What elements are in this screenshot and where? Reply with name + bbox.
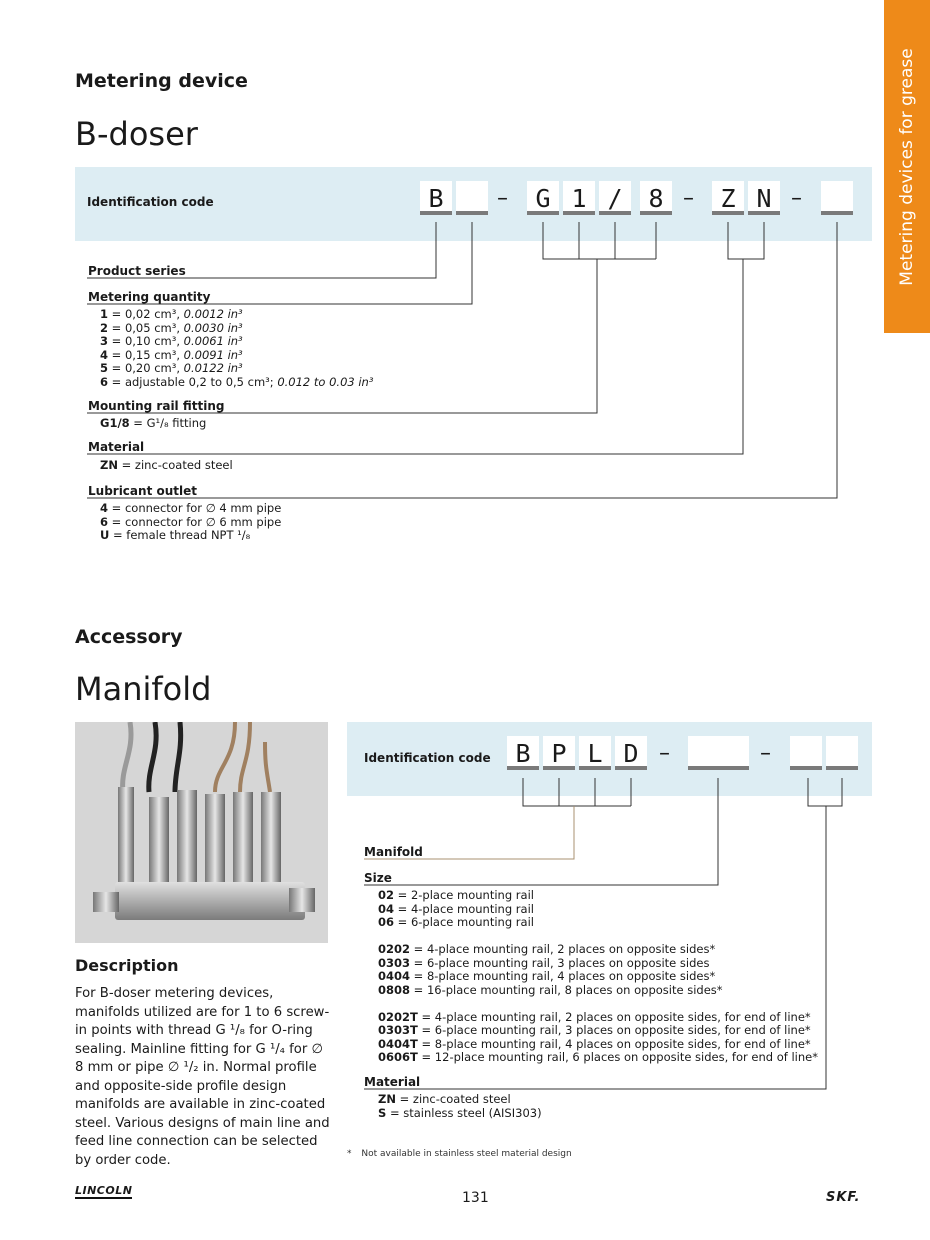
option-line: 0202T = 4-place mounting rail, 2 places on opposite sides, for end of line* <box>378 1009 811 1024</box>
description-text: For B-doser metering devices, manifolds utilized are for 1 to 6 screw-in points with thread G ¹/₈ for O-ring sealing. Mainline fitting for G ¹/₄ for ∅ 8 mm or pipe ∅ ¹/₂ in. Normal profile and opposite-side profile design manifolds are available in zinc-coated steel. Various designs of main line and feed line connection can be selected by order code. <box>75 986 330 1168</box>
footnote-text: Not available in stainless steel material design <box>361 1149 572 1159</box>
code-cell: D <box>615 736 647 770</box>
option-line: G1/8 = G¹/₈ fitting <box>100 416 207 430</box>
page-title: B-doser <box>75 115 198 153</box>
option-line: ZN = zinc-coated steel <box>100 458 233 472</box>
section-mounting-rail-fitting: Mounting rail fitting <box>88 399 225 413</box>
id-code-label: Identification code <box>364 751 491 765</box>
id-code-label: Identification code <box>87 195 214 209</box>
section-lubricant-outlet: Lubricant outlet <box>88 484 197 498</box>
option-line: 3 = 0,10 cm³, 0.0061 in³ <box>100 334 243 348</box>
option-line: 6 = adjustable 0,2 to 0,5 cm³; 0.012 to 0.03 in³ <box>100 374 374 389</box>
option-line: 6 = connector for ∅ 6 mm pipe <box>100 514 282 529</box>
page-number: 131 <box>462 1190 489 1206</box>
option-line: 5 = 0,20 cm³, 0.0122 in³ <box>100 361 243 375</box>
option-line: 4 = 0,15 cm³, 0.0091 in³ <box>100 347 243 362</box>
code-dash: – <box>760 741 771 766</box>
section-product-series: Product series <box>88 264 186 278</box>
code-cell: L <box>579 736 611 770</box>
side-tab-label: Metering devices for grease <box>897 47 917 286</box>
code-cell: 1 <box>563 181 595 215</box>
skf-logo: SKF. <box>826 1190 861 1205</box>
code-dash: – <box>497 186 508 211</box>
option-line: 4 = connector for ∅ 4 mm pipe <box>100 501 282 515</box>
code-cell: N <box>748 181 780 215</box>
option-line: 0808 = 16-place mounting rail, 8 places on opposite sides* <box>378 982 723 997</box>
footnote <box>347 1149 572 1159</box>
code-cell: G <box>527 181 559 215</box>
option-line: 0404T = 8-place mounting rail, 4 places on opposite sides, for end of line* <box>378 1036 811 1051</box>
code-cell: B <box>420 181 452 215</box>
section-manifold-material: Material <box>364 1075 421 1089</box>
code-dash: – <box>791 186 802 211</box>
section-manifold: Manifold <box>364 845 423 859</box>
section-size: Size <box>364 871 392 885</box>
footnote-mark: * <box>347 1149 352 1159</box>
code-cell: / <box>599 181 631 215</box>
option-line: 0303T = 6-place mounting rail, 3 places on opposite sides, for end of line* <box>378 1023 811 1037</box>
option-line: 0303 = 6-place mounting rail, 3 places on opposite sides <box>378 955 710 970</box>
accessory-heading: Accessory <box>75 626 183 648</box>
code-cell: B <box>507 736 539 770</box>
manifold-material-options <box>378 1093 542 1120</box>
section-material: Material <box>88 440 145 454</box>
option-line: 06 = 6-place mounting rail <box>378 915 534 929</box>
size-options <box>378 889 818 1065</box>
option-line: S = stainless steel (AISI303) <box>378 1105 542 1120</box>
option-line: 04 = 4-place mounting rail <box>378 901 534 916</box>
option-line: ZN = zinc-coated steel <box>378 1092 511 1106</box>
lincoln-logo: LINCOLN <box>75 1184 133 1197</box>
option-line: U = female thread NPT ¹/₈ <box>100 528 251 542</box>
code-dash: – <box>659 741 670 766</box>
section-metering-quantity: Metering quantity <box>88 290 211 304</box>
code-cell: Z <box>712 181 744 215</box>
category-heading: Metering device <box>75 70 248 92</box>
option-line: 2 = 0,05 cm³, 0.0030 in³ <box>100 320 243 335</box>
code-dash: – <box>683 186 694 211</box>
code-cell: 8 <box>640 181 672 215</box>
manifold-title: Manifold <box>75 670 212 708</box>
option-line: 0606T = 12-place mounting rail, 6 places on opposite sides, for end of line* <box>378 1050 818 1064</box>
code-cell: P <box>543 736 575 770</box>
option-line: 02 = 2-place mounting rail <box>378 888 534 902</box>
description-heading: Description <box>75 956 179 975</box>
option-line: 0404 = 8-place mounting rail, 4 places on opposite sides* <box>378 969 716 983</box>
option-line: 0202 = 4-place mounting rail, 2 places on opposite sides* <box>378 942 716 956</box>
option-line: 1 = 0,02 cm³, 0.0012 in³ <box>100 307 243 321</box>
